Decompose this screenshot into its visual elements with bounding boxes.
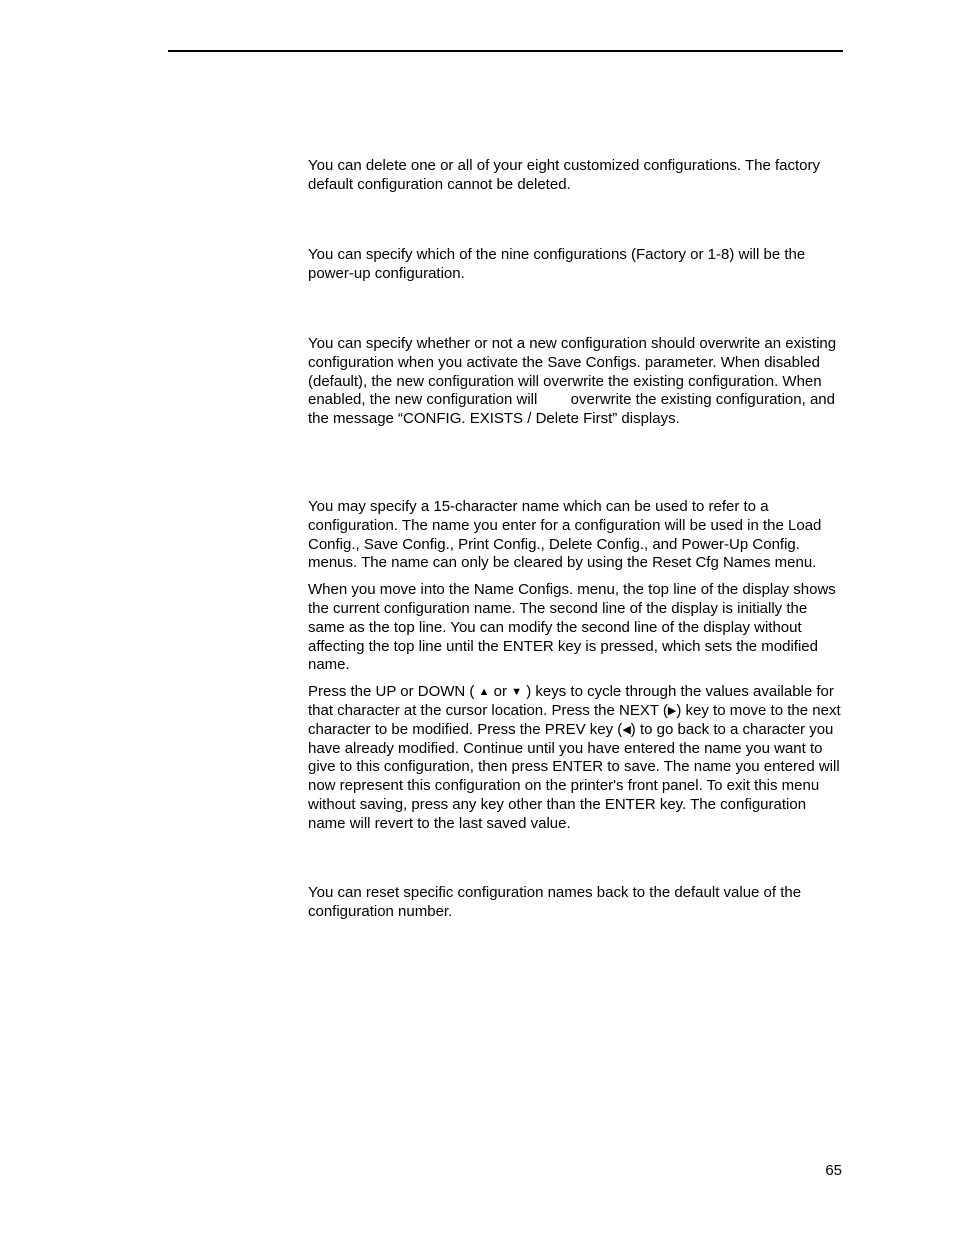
down-arrow-icon: ▼	[511, 686, 523, 699]
keys-paragraph	[308, 683, 843, 833]
up-arrow-icon: ▲	[478, 686, 490, 699]
paragraph: You may specify a 15-character name which can be used to refer to a configuration. The name you enter for a configuration will be used in the Load Config., Save Config., Print Config., Delete Config., and Power-Up Config. menus. The name can only be cleared by using the Reset Cfg Names menu.	[308, 498, 822, 572]
section-delete-configs	[308, 157, 843, 195]
paragraph: When you move into the Name Configs. menu, the top line of the display shows the current configuration name. The second line of the display is initially the same as the top line. You can modify the second line of the display without affecting the top line until the ENTER key is pressed, which sets the modified name.	[308, 581, 836, 674]
text-run: or	[489, 683, 512, 701]
paragraph: You can reset specific configuration names back to the default value of the configuration number.	[308, 884, 802, 920]
paragraph: You can specify whether or not a new configuration should overwrite an existing configuration when you activate the Save Configs. parameter. When disabled (default), the new configuration will overwrite the existing configuration. When enabled, the new configuration will overwrite the existing configuration, and the message “CONFIG. EXISTS / Delete First” displays.	[308, 335, 841, 428]
text-run: Press the UP or DOWN (	[308, 683, 479, 701]
section-name-configs	[308, 498, 843, 834]
section-protect-configs	[308, 335, 843, 429]
section-power-up-config	[308, 246, 843, 284]
section-reset-cfg-names	[308, 884, 843, 922]
right-arrow-icon: ▶	[667, 704, 677, 717]
left-arrow-icon: ◀	[622, 723, 631, 736]
text-run: ) to go back to a character you have already modified. Continue until you have entered the name you want to give to this configuration, then press ENTER to save. The name you entered will now represent this configuration on the printer's front panel. To exit this menu without saving, press any key other than the ENTER key. The configuration name will revert to the last saved value.	[308, 720, 840, 832]
text-run: ) keys to cycle through the values available for that character at the cursor location. Press the NEXT (	[308, 683, 834, 719]
text-run: ) key to move to the next character to be modified. Press the PREV key (	[308, 701, 841, 738]
page-number: 65	[825, 1162, 842, 1179]
paragraph: You can specify which of the nine configurations (Factory or 1-8) will be the power-up configuration.	[308, 246, 806, 282]
paragraph: You can delete one or all of your eight customized configurations. The factory default configuration cannot be deleted.	[308, 157, 820, 193]
header-rule	[168, 50, 843, 52]
